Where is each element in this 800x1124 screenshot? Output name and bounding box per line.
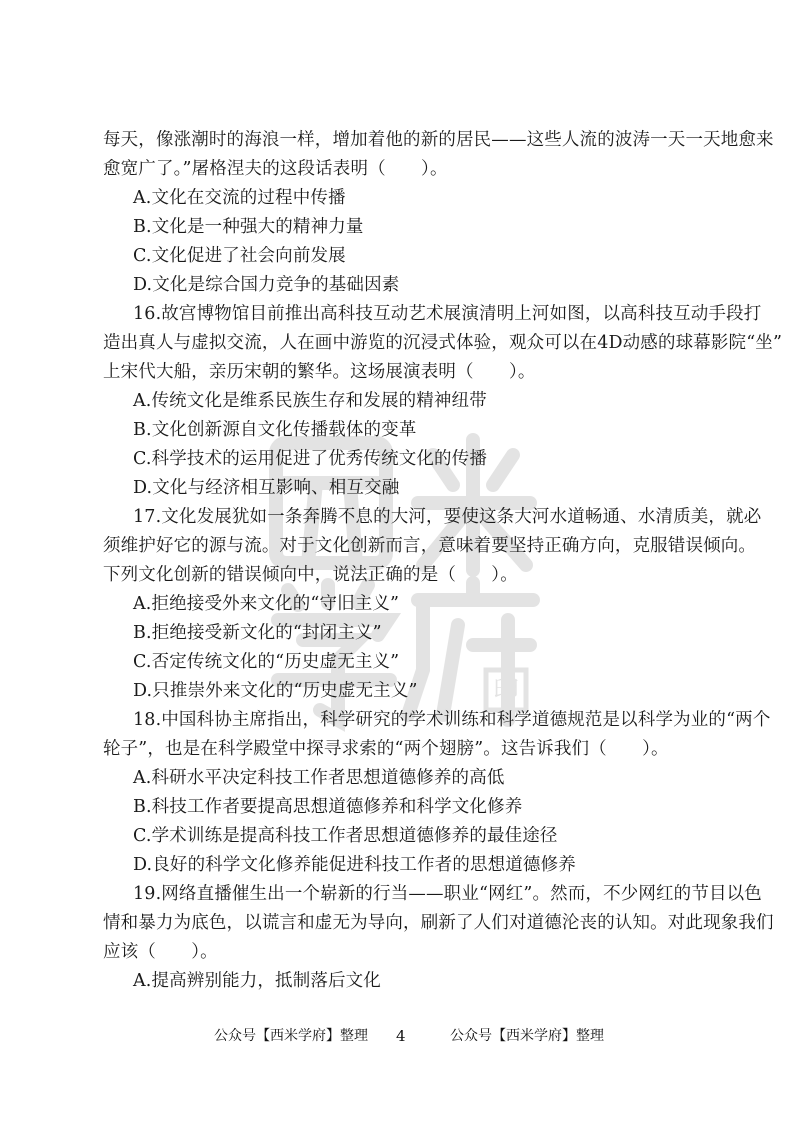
footer-right-credit: 公众号【西米学府】整理: [450, 1028, 604, 1044]
q16-option-c: C.科学技术的运用促进了优秀传统文化的传播: [133, 449, 487, 469]
q15-text-line-1: 每天，像涨潮时的海浪一样，增加着他的新的居民——这些人流的波涛一天一天地愈来: [103, 130, 774, 150]
q18-text-line-2: 轮子”，也是在科学殿堂中探寻求索的“两个翅膀”。这告诉我们（ ）。: [103, 739, 669, 759]
q18-option-a: A.科研水平决定科技工作者思想道德修养的高低: [133, 768, 505, 788]
q16-text-line-3: 上宋代大船，亲历宋朝的繁华。这场展演表明（ ）。: [103, 362, 536, 382]
q15-text-line-2: 愈宽广了。”屠格涅夫的这段话表明（ ）。: [103, 159, 448, 179]
q17-text-line-3: 下列文化创新的错误倾向中，说法正确的是（ ）。: [103, 565, 518, 585]
q16-text-line-2: 造出真人与虚拟交流，人在画中游览的沉浸式体验，观众可以在4D动感的球幕影院“坐”: [103, 333, 783, 353]
q18-option-b: B.科技工作者要提高思想道德修养和科学文化修养: [133, 797, 523, 817]
q18-option-d: D.良好的科学文化修养能促进科技工作者的思想道德修养: [133, 855, 576, 875]
q18-text-line-1: 18.中国科协主席指出，科学研究的学术训练和科学道德规范是以科学为业的“两个: [133, 710, 771, 730]
q16-text-line-1: 16.故宫博物馆目前推出高科技互动艺术展演清明上河如图，以高科技互动手段打: [133, 304, 762, 324]
q15-option-c: C.文化促进了社会向前发展: [133, 246, 346, 266]
q15-option-b: B.文化是一种强大的精神力量: [133, 217, 364, 237]
q16-option-a: A.传统文化是维系民族生存和发展的精神纽带: [133, 391, 487, 411]
q19-text-line-2: 情和暴力为底色，以谎言和虚无为导向，刷新了人们对道德沦丧的认知。对此现象我们: [103, 913, 774, 933]
q16-option-b: B.文化创新源自文化传播载体的变革: [133, 420, 417, 440]
q17-text-line-2: 须维护好它的源与流。对于文化创新而言，意味着要坚持正确方向，克服错误倾向。: [103, 536, 757, 556]
q19-text-line-1: 19.网络直播催生出一个崭新的行当——职业“网红”。然而，不少网红的节目以色: [133, 884, 762, 904]
q17-text-line-1: 17.文化发展犹如一条奔腾不息的大河，要使这条大河水道畅通、水清质美，就必: [133, 507, 762, 527]
q15-option-d: D.文化是综合国力竞争的基础因素: [133, 275, 400, 295]
q17-option-b: B.拒绝接受新文化的“封闭主义”: [133, 623, 382, 643]
q16-option-d: D.文化与经济相互影响、相互交融: [133, 478, 400, 498]
q15-option-a: A.文化在交流的过程中传播: [133, 188, 346, 208]
q19-text-line-3: 应该（ ）。: [103, 942, 218, 962]
seal-text: 印: [492, 676, 520, 706]
q19-option-a: A.提高辨别能力，抵制落后文化: [133, 971, 381, 991]
page-number: 4: [396, 1027, 406, 1045]
q18-option-c: C.学术训练是提高科技工作者思想道德修养的最佳途径: [133, 826, 558, 846]
q17-option-a: A.拒绝接受外来文化的“守旧主义”: [133, 594, 400, 614]
q17-option-c: C.否定传统文化的“历史虚无主义”: [133, 652, 400, 672]
q17-option-d: D.只推崇外来文化的“历史虚无主义”: [133, 681, 418, 701]
footer-left-credit: 公众号【西米学府】整理: [214, 1028, 368, 1044]
